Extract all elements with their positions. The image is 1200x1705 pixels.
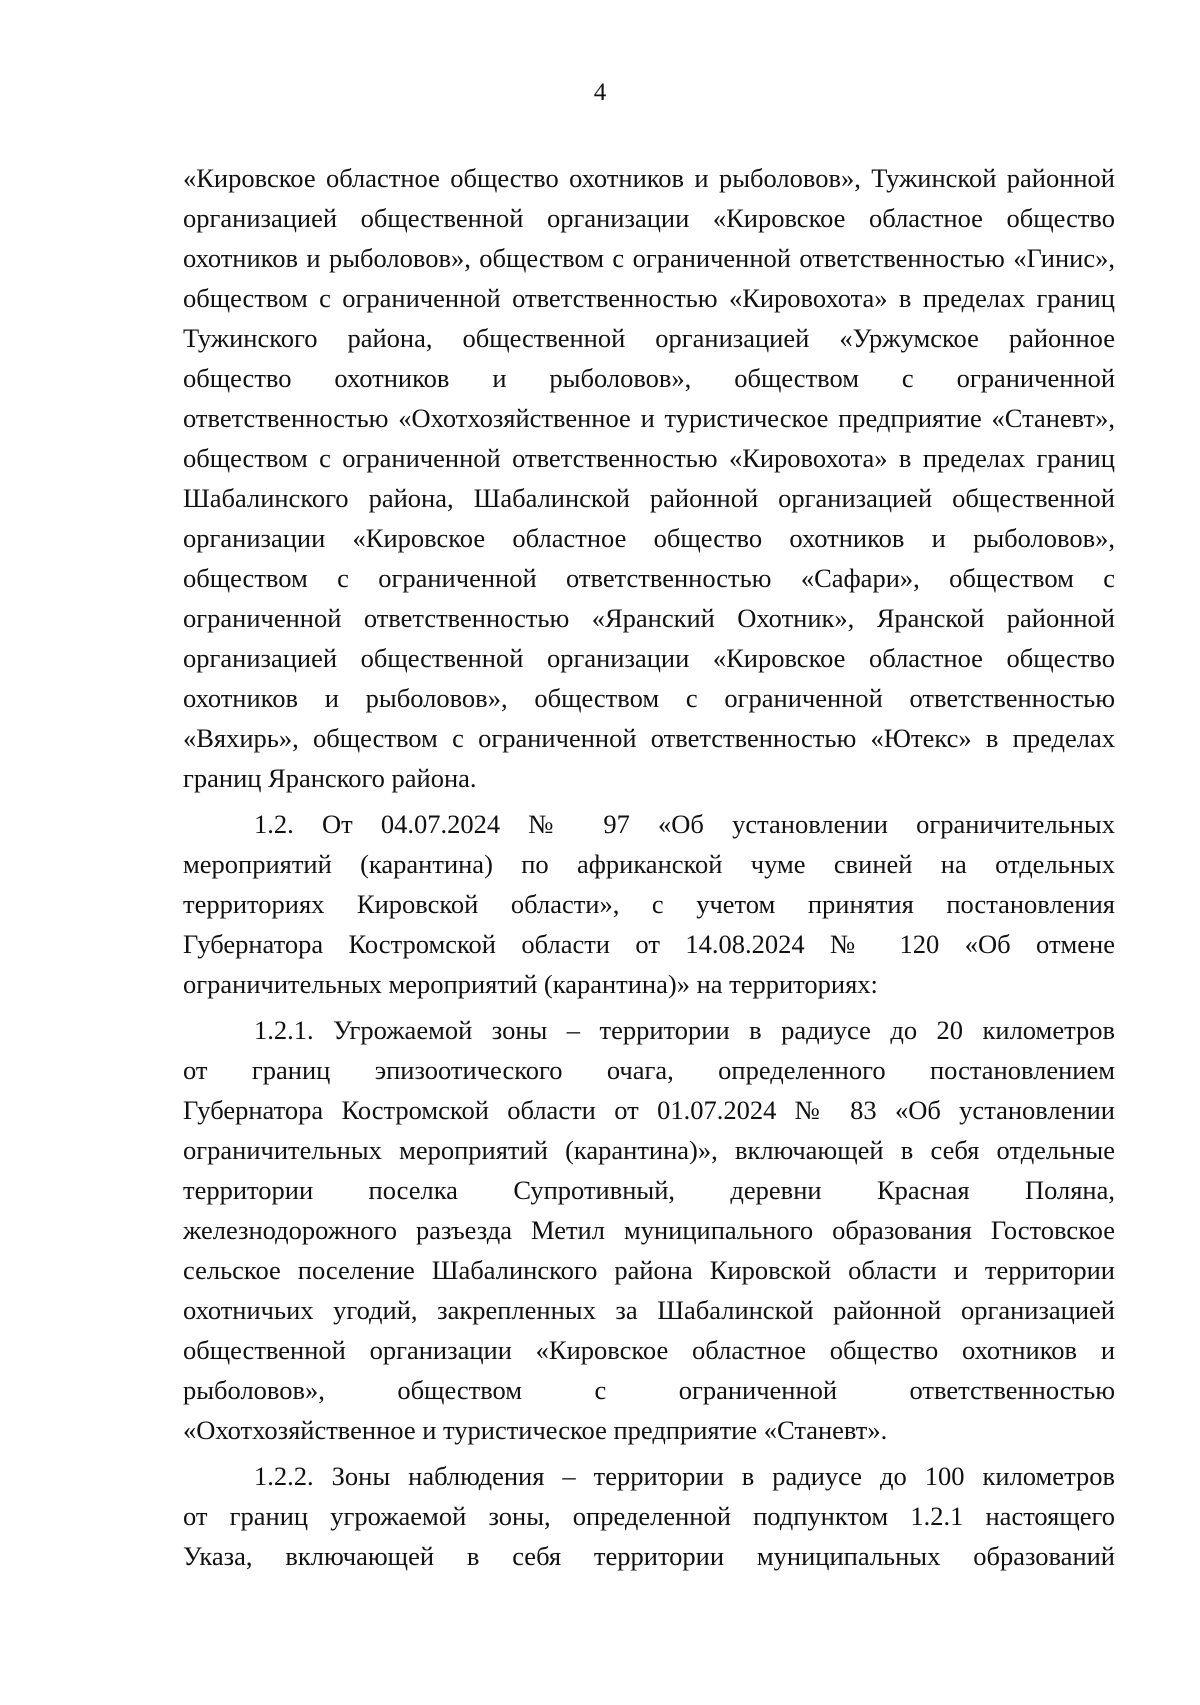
page-number: 4 bbox=[593, 79, 607, 106]
text-line: организацией общественной организации «Кировское областное общество bbox=[183, 643, 1115, 673]
text-line: Шабалинского района, Шабалинской районной организацией общественной bbox=[183, 483, 1115, 513]
text-line: организации «Кировское областное общество охотников и рыболовов», bbox=[183, 523, 1115, 553]
text-line: организацией общественной организации «Кировское областное общество bbox=[183, 203, 1115, 233]
text-line: обществом с ограниченной ответственностью «Кировохота» в пределах границ bbox=[183, 443, 1115, 473]
text-line: общество охотников и рыболовов», обществом с ограниченной bbox=[183, 363, 1115, 393]
paragraph-p2 bbox=[183, 1010, 1115, 1450]
text-line: мероприятий (карантина) по африканской чуме свиней на отдельных bbox=[183, 849, 1115, 879]
text-line: 1.2. От 04.07.2024 № 97 «Об установлении ограничительных bbox=[254, 809, 1115, 839]
text-line: Губернатора Костромской области от 01.07.2024 № 83 «Об установлении bbox=[183, 1095, 1115, 1125]
text-line: 1.2.1. Угрожаемой зоны – территории в радиусе до 20 километров bbox=[254, 1015, 1115, 1045]
text-line: «Охотхозяйственное и туристическое предприятие «Станевт». bbox=[183, 1415, 888, 1445]
text-line: «Вяхирь», обществом с ограниченной ответственностью «Ютекс» в пределах bbox=[183, 723, 1115, 753]
text-line: Губернатора Костромской области от 14.08.2024 № 120 «Об отмене bbox=[183, 929, 1115, 959]
text-line: территории поселка Супротивный, деревни Красная Поляна, bbox=[183, 1175, 1115, 1205]
text-line: «Кировское областное общество охотников и рыболовов», Тужинской районной bbox=[183, 163, 1115, 193]
text-line: охотников и рыболовов», обществом с ограниченной ответственностью bbox=[183, 683, 1115, 713]
text-line: рыболовов», обществом с ограниченной ответственностью bbox=[183, 1375, 1115, 1405]
text-line: железнодорожного разъезда Метил муниципального образования Гостовское bbox=[183, 1215, 1115, 1245]
text-line: обществом с ограниченной ответственностью «Сафари», обществом с bbox=[183, 563, 1115, 593]
text-line: территориях Кировской области», с учетом принятия постановления bbox=[183, 889, 1115, 919]
paragraph-p1 bbox=[183, 804, 1115, 1004]
document-body bbox=[183, 158, 1115, 1576]
text-line: Тужинского района, общественной организацией «Уржумское районное bbox=[183, 323, 1115, 353]
text-line: охотников и рыболовов», обществом с ограниченной ответственностью «Гинис», bbox=[183, 243, 1115, 273]
text-line: 1.2.2. Зоны наблюдения – территории в радиусе до 100 километров bbox=[254, 1461, 1115, 1491]
text-line: ограничительных мероприятий (карантина)» на территориях: bbox=[183, 969, 878, 999]
text-line: ответственностью «Охотхозяйственное и туристическое предприятие «Станевт», bbox=[183, 403, 1115, 433]
text-line: общественной организации «Кировское областное общество охотников и bbox=[183, 1335, 1115, 1365]
text-line: Указа, включающей в себя территории муниципальных образований bbox=[183, 1541, 1115, 1571]
paragraph-p3 bbox=[183, 1456, 1115, 1576]
text-line: от границ угрожаемой зоны, определенной подпунктом 1.2.1 настоящего bbox=[183, 1501, 1115, 1531]
text-line: ограничительных мероприятий (карантина)», включающей в себя отдельные bbox=[183, 1135, 1115, 1165]
text-line: от границ эпизоотического очага, определенного постановлением bbox=[183, 1055, 1115, 1085]
text-line: охотничьих угодий, закрепленных за Шабалинской районной организацией bbox=[183, 1295, 1115, 1325]
text-line: ограниченной ответственностью «Яранский Охотник», Яранской районной bbox=[183, 603, 1115, 633]
text-line: границ Яранского района. bbox=[183, 763, 477, 793]
text-line: обществом с ограниченной ответственностью «Кировохота» в пределах границ bbox=[183, 283, 1115, 313]
text-line: сельское поселение Шабалинского района Кировской области и территории bbox=[183, 1255, 1115, 1285]
paragraph-p0 bbox=[183, 158, 1115, 798]
